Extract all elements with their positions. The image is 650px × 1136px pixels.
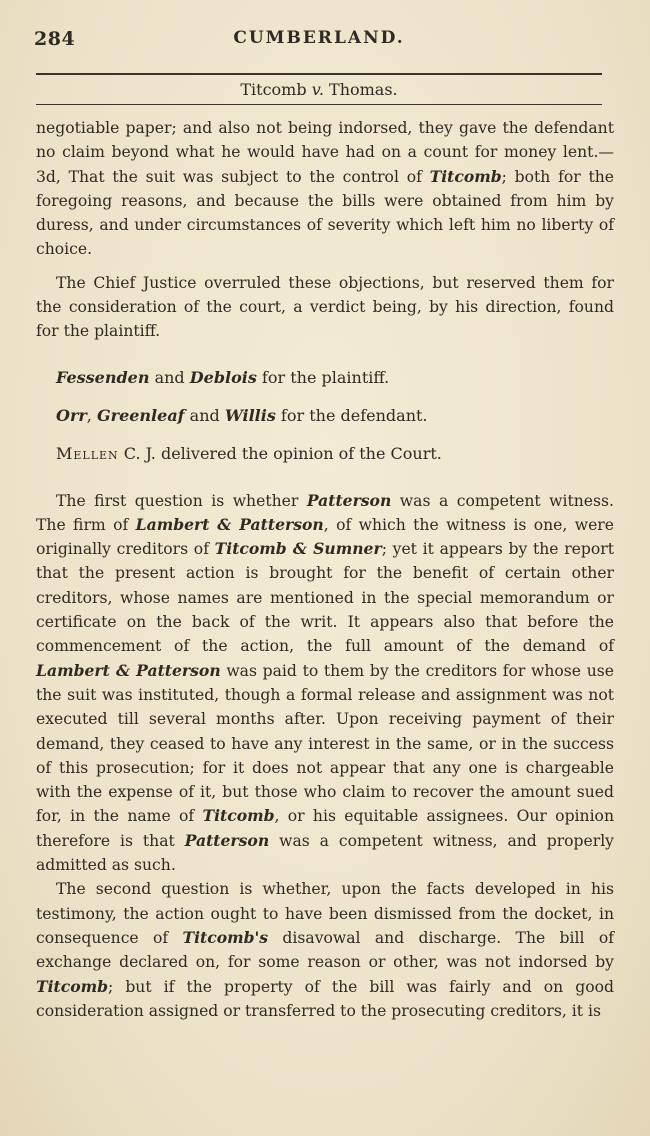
party-name: Titcomb bbox=[429, 166, 502, 186]
text-run: negotiable paper; and also not being indorsed, they gave the defendant no claim beyond what he would have had on a count for money lent.—3d, That the suit was subject to the control of bbox=[36, 119, 614, 186]
header-rule-top bbox=[36, 73, 602, 75]
counsel-name: Greenleaf bbox=[96, 405, 185, 425]
case-defendant: Thomas. bbox=[329, 80, 398, 99]
party-name: Lambert & Patterson bbox=[36, 660, 221, 680]
text-run: disavowal and discharge. The bill of exchange declared on, for some reason or other, was not indorsed by bbox=[36, 928, 614, 972]
body-text bbox=[36, 116, 614, 1023]
case-title bbox=[36, 79, 602, 101]
text-run: for the defendant. bbox=[275, 405, 428, 425]
text-run: was a competent witness, and properly admitted as such. bbox=[36, 831, 614, 875]
case-plaintiff: Titcomb bbox=[240, 80, 307, 99]
header-rule-bottom bbox=[36, 104, 602, 105]
case-versus: v. bbox=[311, 80, 324, 99]
text-run: ; both for the foregoing reasons, and because the bills were obtained from him by duress, and under circumstances of severity which left him no liberty of choice. bbox=[36, 167, 614, 259]
text-run: The first question is whether bbox=[56, 491, 307, 510]
paragraph-objections-continued bbox=[36, 116, 614, 262]
text-run: , of which the witness is one, were originally creditors of bbox=[36, 515, 614, 559]
counsel-name: Fessenden bbox=[56, 367, 150, 387]
text-run: , or his equitable assignees. Our opinion therefore is that bbox=[36, 807, 614, 850]
counsel-name: Orr bbox=[56, 405, 87, 425]
paragraph-first-question bbox=[36, 489, 614, 878]
counsel-name: Willis bbox=[224, 405, 276, 425]
party-name: Titcomb & Sumner bbox=[214, 539, 382, 559]
text-run: was a competent witness. The firm of bbox=[36, 491, 615, 534]
party-name: Lambert & Patterson bbox=[135, 514, 324, 534]
party-name: Patterson bbox=[306, 490, 392, 510]
text-run: for the plaintiff. bbox=[256, 367, 390, 387]
party-name: Titcomb bbox=[202, 806, 275, 826]
party-name: Patterson bbox=[184, 830, 270, 850]
text-run: , bbox=[86, 405, 97, 425]
text-run: The second question is whether, upon the facts developed in his testimony, the action ought to have been dismissed from the docket, in consequence of bbox=[36, 880, 614, 947]
text-run: was paid to them by the creditors for whose use the suit was instituted, though a formal release and assignment was not executed till several months after. Upon receiving payment of their demand, they ceased to have any interest in the same, or in the success of this prosecution; for it does not appear that any one is chargeable with the expense of it, but those who claim to recover the amount sued for, in the name of bbox=[36, 661, 614, 826]
counsel-for-plaintiff bbox=[36, 366, 614, 390]
running-head: CUMBERLAND. bbox=[233, 28, 405, 48]
page-header bbox=[34, 28, 604, 54]
party-name: Titcomb bbox=[36, 976, 109, 996]
page-number: 284 bbox=[34, 28, 76, 50]
paragraph-chief-justice-ruling: The Chief Justice overruled these objections, but reserved them for the consideration of the court, a verdict being, by his direction, found for the plaintiff. bbox=[36, 273, 614, 341]
counsel-for-defendant bbox=[36, 404, 614, 428]
text-run: and bbox=[149, 367, 190, 387]
text-run: and bbox=[184, 405, 225, 425]
text-run: C. J. delivered the opinion of the Court. bbox=[118, 444, 442, 464]
party-name: Titcomb's bbox=[182, 927, 269, 947]
text-run: ; but if the property of the bill was fairly and on good consideration assigned or transferred to the prosecuting creditors, it is bbox=[36, 977, 614, 1020]
judge-name: Mellen bbox=[56, 444, 119, 464]
counsel-name: Deblois bbox=[189, 367, 257, 387]
paragraph-second-question bbox=[36, 877, 614, 1023]
opinion-attribution bbox=[36, 442, 614, 466]
text-run: ; yet it appears by the report that the present action is brought for the benefit of certain other creditors, whose names are mentioned in the special memorandum or certificate on the back of the writ. It appears also that before the commencement of the action, the full amount of the demand of bbox=[36, 540, 615, 656]
